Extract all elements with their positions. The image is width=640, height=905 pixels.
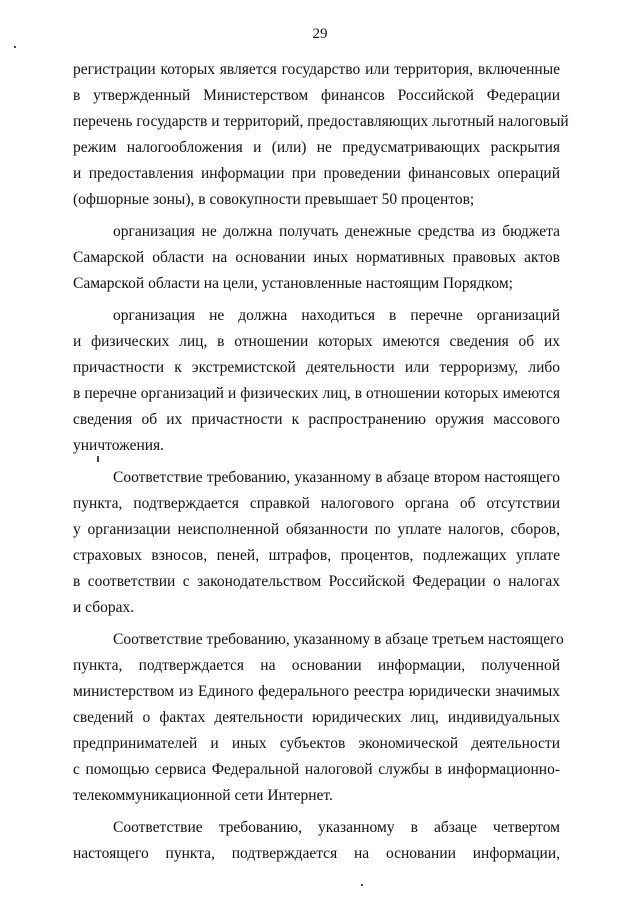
text-line: организация не должна получать денежные средства из бюджета <box>113 223 560 240</box>
text-line: пункта, подтверждается справкой налогового органа об отсутствии <box>73 495 560 512</box>
text-line: сведений о фактах деятельности юридических лиц, индивидуальных <box>73 709 560 726</box>
text-line: в утвержденный Министерством финансов Российской Федерации <box>73 87 560 104</box>
text-line: режим налогообложения и (или) не предусматривающих раскрытия <box>73 139 560 156</box>
text-line: телекоммуникационной сети Интернет. <box>73 787 333 804</box>
scan-speck <box>97 456 99 462</box>
text-line: предпринимателей и иных субъектов экономической деятельности <box>73 735 560 752</box>
text-line: уничтожения. <box>73 437 165 454</box>
text-line: и сборах. <box>73 599 135 616</box>
text-line: Соответствие требованию, указанному в абзаце втором настоящего <box>113 469 560 486</box>
text-line: причастности к экстремистской деятельности или терроризму, либо <box>73 359 560 376</box>
text-line: Самарской области на цели, установленные настоящим Порядком; <box>73 275 513 292</box>
text-line: страховых взносов, пеней, штрафов, процентов, подлежащих уплате <box>73 547 560 564</box>
paragraph-4 <box>73 465 560 621</box>
paragraph-3 <box>73 303 560 459</box>
text-line: сведения об их причастности к распространению оружия массового <box>73 411 560 428</box>
text-line: (офшорные зоны), в совокупности превышает 50 процентов; <box>73 191 475 208</box>
paragraph-6 <box>73 815 560 867</box>
text-line: у организации неисполненной обязанности по уплате налогов, сборов, <box>73 521 560 538</box>
text-line: Соответствие требованию, указанному в абзаце четвертом <box>113 819 560 836</box>
body-text <box>73 57 569 867</box>
paragraph-1 <box>73 57 569 213</box>
paragraph-5 <box>73 627 564 809</box>
page-number: 29 <box>312 26 328 42</box>
text-line: и физических лиц, в отношении которых имеются сведения об их <box>73 333 560 350</box>
text-line: в соответствии с законодательством Российской Федерации о налогах <box>73 573 560 590</box>
scan-speck <box>361 884 363 886</box>
text-line: в перечне организаций и физических лиц, в отношении которых имеются <box>73 385 560 402</box>
text-line: и предоставления информации при проведении финансовых операций <box>73 165 560 182</box>
text-line: министерством из Единого федерального реестра юридически значимых <box>73 683 560 700</box>
text-line: регистрации которых является государство или территория, включенные <box>73 61 560 78</box>
text-line: Самарской области на основании иных нормативных правовых актов <box>73 249 560 266</box>
scan-speck <box>14 46 16 48</box>
text-line: Соответствие требованию, указанному в абзаце третьем настоящего <box>113 631 564 648</box>
text-line: с помощью сервиса Федеральной налоговой службы в информационно- <box>73 761 560 778</box>
paragraph-2 <box>73 219 560 297</box>
text-line: перечень государств и территорий, предоставляющих льготный налоговый <box>73 113 569 130</box>
text-line: настоящего пункта, подтверждается на основании информации, <box>73 845 560 862</box>
text-line: организация не должна находиться в перечне организаций <box>113 307 560 324</box>
text-line: пункта, подтверждается на основании информации, полученной <box>73 657 560 674</box>
